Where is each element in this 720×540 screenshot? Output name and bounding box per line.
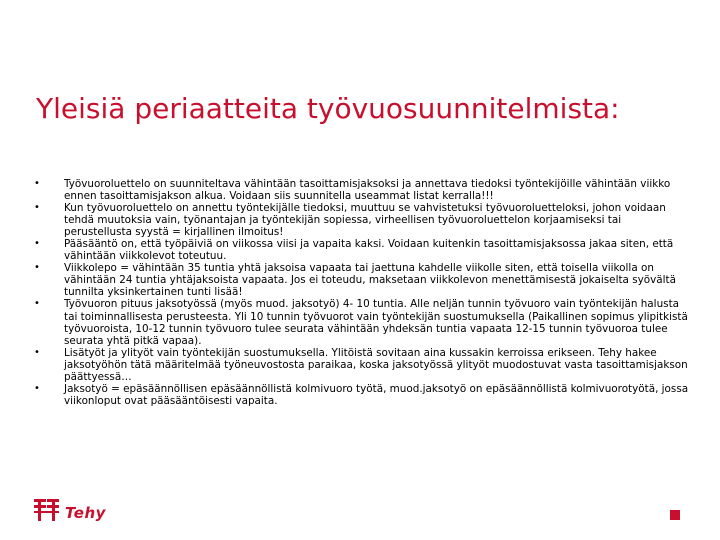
bullet-item xyxy=(34,262,690,298)
bullet-list xyxy=(34,178,690,407)
bullet-text: Jaksotyö = epäsäännöllisen epäsäännöllistä kolmivuoro työtä, muod.jaksotyö on epäsäännöllistä kolmivuorotyötä, jossa viikonloput ovat pääsääntöisesti vapaita. xyxy=(64,382,689,407)
bullet-text: Työvuoron pituus jaksotyössä (myös muod. jaksotyö) 4- 10 tuntia. Alle neljän tunnin työvuoro vain työntekijän halusta tai toiminnallisesta perusteesta. Yli 10 tunnin työvuorot vain työntekijän suostumuksella (Paikallinen sopimus ylipitkistä työvuoroista, 10-12 tunnin työvuoro tulee seurata vähintään yhdeksän tuntia vapaata 12-15 tunnin työvuoroa tulee seurata yhtä pitkä vapaa). xyxy=(64,298,688,347)
bullet-dot: • xyxy=(34,382,40,394)
corner-square xyxy=(670,510,680,520)
bullet-dot: • xyxy=(34,346,40,358)
bullet-dot: • xyxy=(34,202,40,214)
bullet-dot: • xyxy=(34,262,40,274)
tehy-logo-icon xyxy=(33,495,61,523)
bullet-item xyxy=(34,347,690,383)
slide-title: Yleisiä periaatteita työvuosuunnitelmista: xyxy=(36,92,620,125)
bullet-item xyxy=(34,298,690,346)
bullet-item xyxy=(34,238,690,262)
bullet-dot: • xyxy=(34,298,40,310)
bullet-item xyxy=(34,383,690,407)
logo-text: Tehy xyxy=(65,504,106,522)
bullet-text: Viikkolepo = vähintään 35 tuntia yhtä jaksoisa vapaata tai jaettuna kahdelle viikolle siten, että toisella viikolla on vähintään 24 tuntia yhtäjaksoista vapaata. Jos ei toteudu, maksetaan viikkolevon menettämisestä jokaiselta syövältä tunnilta yksinkertainen tunti lisää! xyxy=(64,262,676,299)
bullet-text: Pääsääntö on, että työpäiviä on viikossa viisi ja vapaita kaksi. Voidaan kuitenkin tasoittamisjaksossa jakaa siten, että vähintään viikkolevot toteutuu. xyxy=(64,238,674,263)
bullet-text: Lisätyöt ja ylityöt vain työntekijän suostumuksella. Ylitöistä sovitaan aina kussakin kerroissa erikseen. Tehy hakee jaksotyöhön tätä määritelmää työneuvostosta paraikaa, koska jaksotyössä ylityöt muodostuvat vasta tasoittamisjakson päättyessä… xyxy=(64,346,688,383)
bullet-item xyxy=(34,202,690,238)
bullet-text: Työvuoroluettelo on suunniteltava vähintään tasoittamisjaksoksi ja annettava tiedoksi työntekijöille vähintään viikko ennen tasoittamisjakson alkua. Voidaan siis suunnitella useammat listat kerralla!!! xyxy=(64,178,671,203)
bullet-item xyxy=(34,178,690,202)
bullet-dot: • xyxy=(34,178,40,189)
bullet-dot: • xyxy=(34,238,40,250)
bullet-text: Kun työvuoroluettelo on annettu työntekijälle tiedoksi, muuttuu se vahvistetuksi työvuoroluetteloksi, johon voidaan tehdä muutoksia vain, työnantajan ja työntekijän sopiessa, virheellisen työvuoroluettelon korjaamiseksi tai perustellusta syystä = kirjallinen ilmoitus! xyxy=(64,202,666,239)
